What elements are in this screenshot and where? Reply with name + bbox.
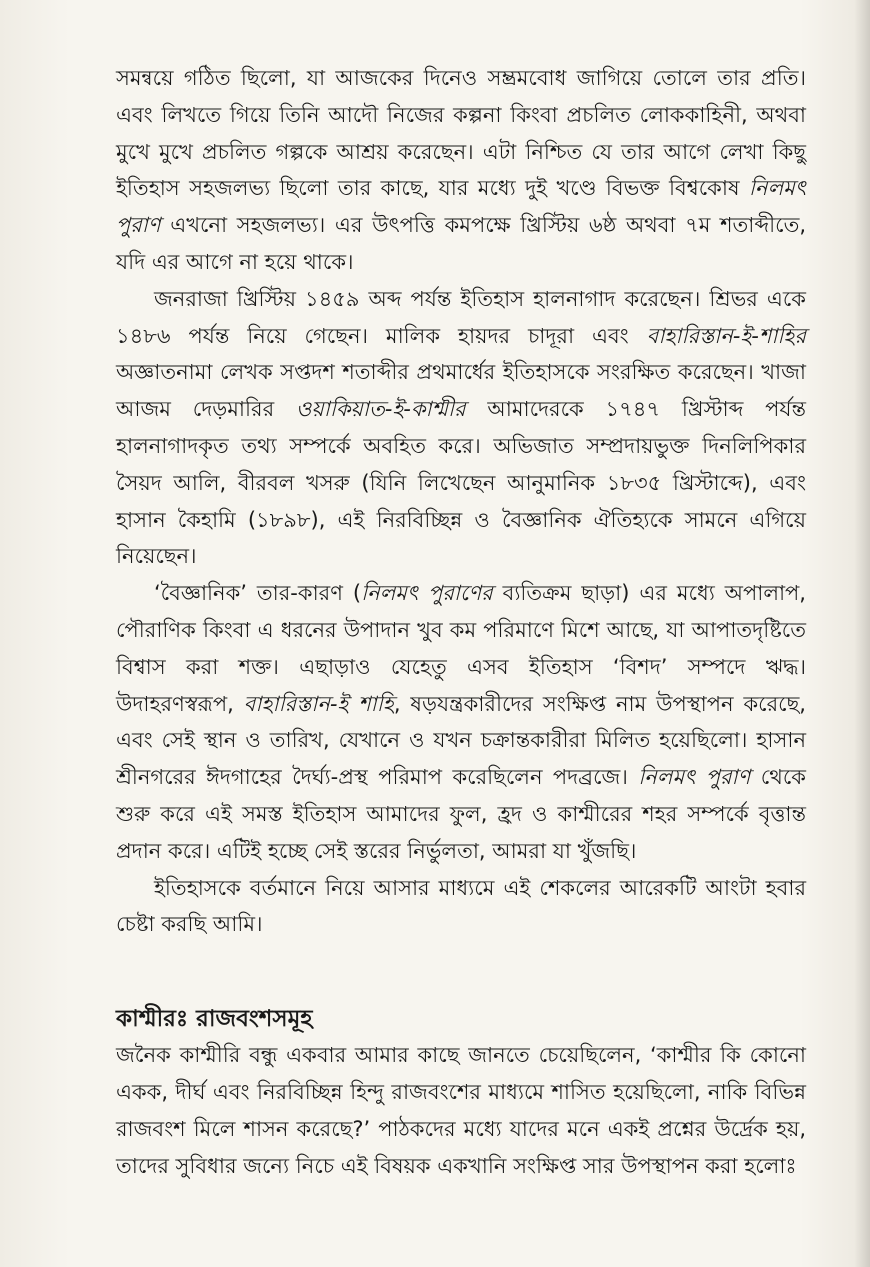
italic-title: নিলমৎ পুরাণ (116, 176, 806, 238)
text-span: থেকে শুরু করে এই সমস্ত ইতিহাস আমাদের ফুল, হ্রদ ও কাশ্মীরের শহর সম্পর্কে বৃত্তান্ত প্রদান করে। এটিই হচ্ছে সেই স্তরের নির্ভুলতা, আমরা যা খুঁজছি। (116, 765, 806, 863)
paragraph-3 (116, 575, 806, 869)
section-paragraph-1 (116, 1037, 806, 1184)
text-span: ব্যতিক্রম ছাড়া) এর মধ্যে অপালাপ, পৌরাণিক কিংবা এ ধরনের উপাদান খুব কম পরিমাণে মিশে আছে, যা আপাতদৃষ্টিতে বিশ্বাস করা শক্ত। এছাড়াও যেহেতু এসব ইতিহাস ‘বিশদ’ সম্পদে ঋদ্ধ। উদাহরণস্বরূপ, (116, 581, 806, 716)
italic-title: বাহারিস্তান-ই-শাহির (646, 323, 806, 348)
text-span: ইতিহাসকে বর্তমানে নিয়ে আসার মাধ্যমে এই শেকলের আরেকটি আংটা হবার চেষ্টা করছি আমি। (116, 875, 806, 937)
page-content (116, 60, 806, 1184)
paragraph-4 (116, 870, 806, 944)
text-span: সমন্বয়ে গঠিত ছিলো, যা আজকের দিনেও সম্ভ্রমবোধ জাগিয়ে তোলে তার প্রতি। এবং লিখতে গিয়ে তিনি আদৌ নিজের কল্পনা কিংবা প্রচলিত লোককাহিনী, অথবা মুখে মুখে প্রচলিত গল্পকে আশ্রয় করেছেন। এটা নিশ্চিত যে তার আগে লেখা কিছু ইতিহাস সহজলভ্য ছিলো তার কাছে, যার মধ্যে দুই খণ্ডে বিভক্ত বিশ্বকোষ (116, 66, 806, 201)
italic-title: বাহারিস্তান-ই শাহি (243, 691, 394, 716)
text-span: জনরাজা খ্রিস্টিয় ১৪৫৯ অব্দ পর্যন্ত ইতিহাস হালনাগাদ করেছেন। শ্রিভর একে ১৪৮৬ পর্যন্ত নিয়ে গেছেন। মালিক হায়দর চাদূরা এবং (116, 286, 806, 348)
section-heading: কাশ্মীরঃ রাজবংশসমূহ (116, 1006, 313, 1033)
text-span: জনৈক কাশ্মীরি বন্ধু একবার আমার কাছে জানতে চেয়েছিলেন, ‘কাশ্মীর কি কোনো একক, দীর্ঘ এবং নিরবিচ্ছিন্ন হিন্দু রাজবংশের মাধ্যমে শাসিত হয়েছিলো, নাকি বিভিন্ন রাজবংশ মিলে শাসন করেছে?’ পাঠকদের মধ্যে যাদের মনে একই প্রশ্নের উর্দ্রেক হয়, তাদের সুবিধার জন্যে নিচে এই বিষয়ক একখানি সংক্ষিপ্ত সার উপস্থাপন করা হলোঃ (116, 1043, 806, 1178)
paragraph-2 (116, 281, 806, 575)
paragraph-1 (116, 60, 806, 281)
text-span: অজ্ঞাতনামা লেখক সপ্তদশ শতাব্দীর প্রথমার্ধের ইতিহাসকে সংরক্ষিত করেছেন। খাজা আজম দেড়মারির (116, 360, 806, 422)
page-edge-shadow (854, 0, 870, 1267)
text-span: আমাদেরকে ১৭৪৭ খ্রিস্টাব্দ পর্যন্ত হালনাগাদকৃত তথ্য সম্পর্কে অবহিত করে। অভিজাত সম্প্রদায়ভুক্ত দিনলিপিকার সৈয়দ আলি, বীরবল খসরু (যিনি লিখেছেন আনুমানিক ১৮৩৫ খ্রিস্টাব্দে), এবং হাসান কৈহামি (১৮৯৮), এই নিরবিচ্ছিন্ন ও বৈজ্ঞানিক ঐতিহ্যকে সামনে এগিয়ে নিয়েছেন। (116, 397, 806, 569)
italic-title: ওয়াকিয়াত-ই-কাশ্মীর (295, 397, 466, 422)
italic-title: নিলমৎ পুরাণ (638, 765, 751, 790)
text-span: , ষড়যন্ত্রকারীদের সংক্ষিপ্ত নাম উপস্থাপন করেছে, এবং সেই স্থান ও তারিখ, যেখানে ও যখন চক্রান্তকারীরা মিলিত হয়েছিলো। হাসান শ্রীনগরের ঈদগাহের দৈর্ঘ্য-প্রস্থ পরিমাপ করেছিলেন পদব্রজে। (116, 691, 806, 790)
text-span: ‘বৈজ্ঞানিক’ তার-কারণ ( (154, 581, 362, 606)
italic-title: নিলমৎ পুরাণের (361, 581, 493, 606)
text-span: এখনো সহজলভ্য। এর উৎপত্তি কমপক্ষে খ্রিস্টিয় ৬ষ্ঠ অথবা ৭ম শতাব্দীতে, যদি এর আগে না হয়ে থাকে। (116, 213, 806, 274)
